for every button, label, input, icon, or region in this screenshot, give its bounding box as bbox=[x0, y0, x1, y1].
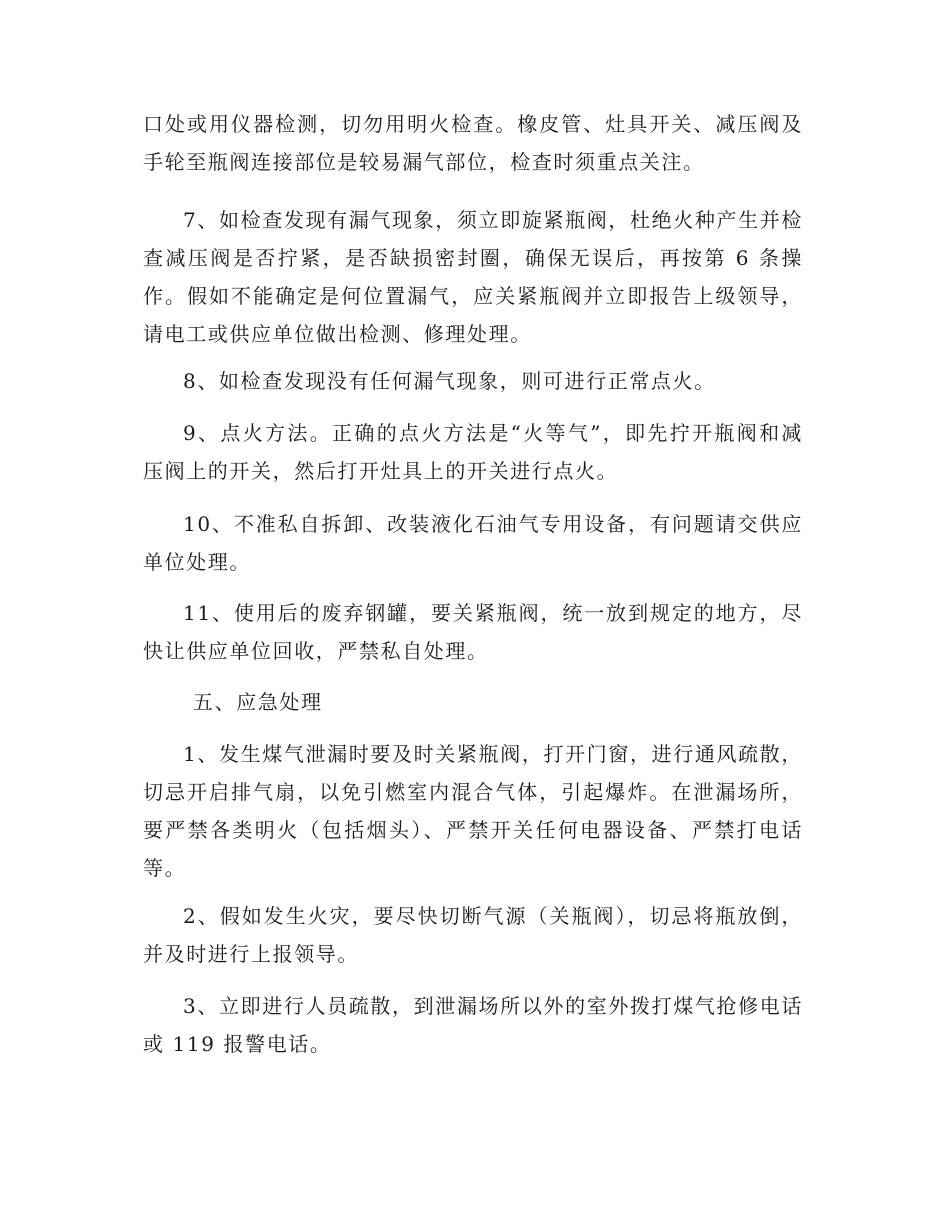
emergency-item-2: 2、假如发生火灾，要尽快切断气源（关瓶阀），切忌将瓶放倒，并及时进行上报领导。 bbox=[143, 904, 803, 966]
paragraph-continuation: 口处或用仪器检测，切勿用明火检查。橡皮管、灶具开关、减压阀及手轮至瓶阀连接部位是较易漏气部位，检查时须重点关注。 bbox=[143, 112, 803, 174]
section-heading: 五、应急处理 bbox=[193, 690, 323, 714]
paragraph-item-9: 9、点火方法。正确的点火方法是“火等气”，即先拧开瓶阀和减压阀上的开关，然后打开灶具上的开关进行点火。 bbox=[143, 421, 803, 483]
paragraph-item-7: 7、如检查发现有漏气现象，须立即旋紧瓶阀，杜绝火种产生并检查减压阀是否拧紧，是否缺损密封圈，确保无误后，再按第 6 条操作。假如不能确定是何位置漏气，应关紧瓶阀并立即报告上级领导，请电工或供应单位做出检测、修理处理。 bbox=[143, 208, 803, 346]
paragraph-item-11: 11、使用后的废弃钢罐，要关紧瓶阀，统一放到规定的地方，尽快让供应单位回收，严禁私自处理。 bbox=[143, 601, 803, 663]
paragraph-item-8: 8、如检查发现没有任何漏气现象，则可进行正常点火。 bbox=[183, 369, 716, 393]
emergency-item-1: 1、发生煤气泄漏时要及时关紧瓶阀，打开门窗，进行通风疏散，切忌开启排气扇，以免引燃室内混合气体，引起爆炸。在泄漏场所，要严禁各类明火（包括烟头）、严禁开关任何电器设备、严禁打电话等。 bbox=[143, 742, 803, 880]
paragraph-item-10: 10、不准私自拆卸、改装液化石油气专用设备，有问题请交供应单位处理。 bbox=[143, 512, 803, 574]
emergency-item-3: 3、立即进行人员疏散，到泄漏场所以外的室外拨打煤气抢修电话或 119 报警电话。 bbox=[143, 994, 803, 1056]
